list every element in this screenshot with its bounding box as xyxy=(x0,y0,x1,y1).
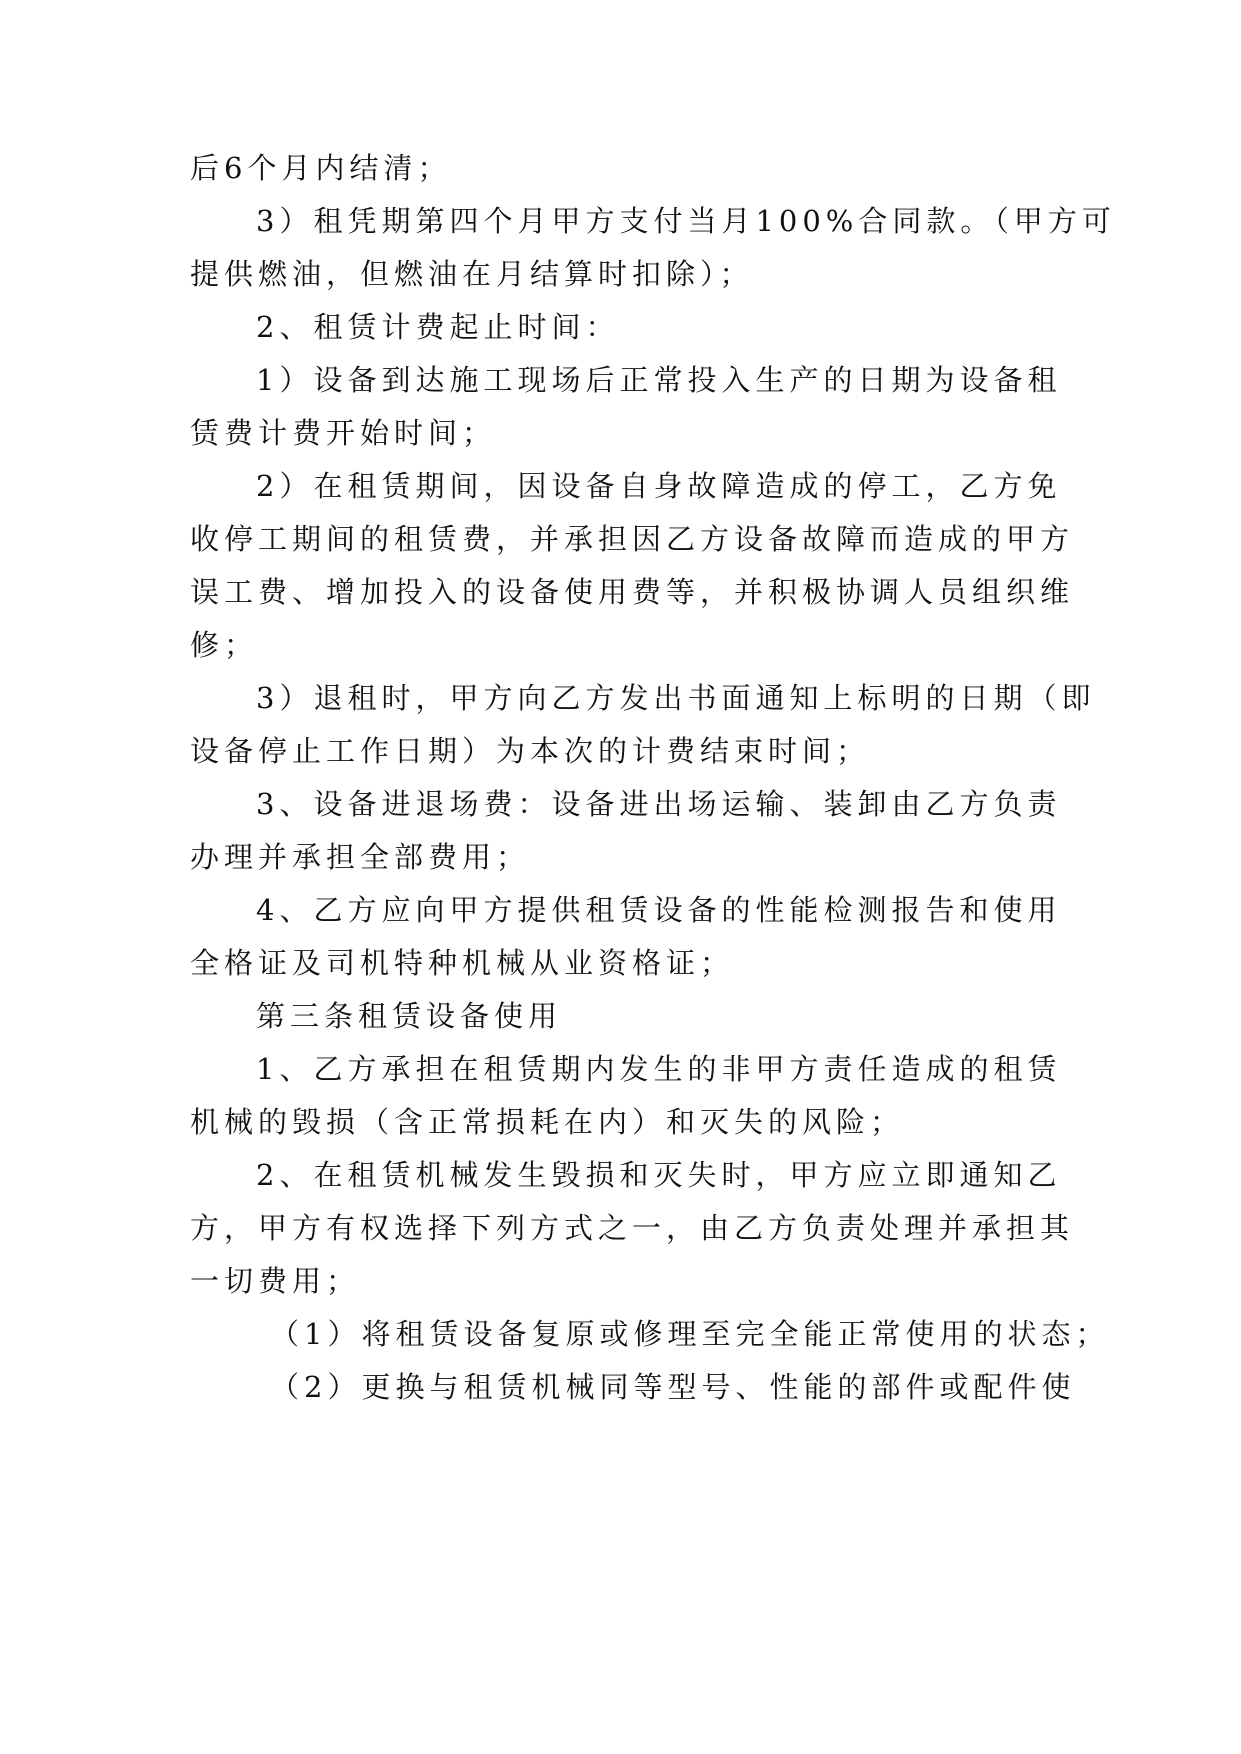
text-line: 1）设备到达施工现场后正常投入生产的日期为设备租 xyxy=(256,363,1062,397)
text-line: 提供燃油，但燃油在月结算时扣除）； xyxy=(190,257,754,291)
text-line: 3、设备进退场费：设备进出场运输、装卸由乙方负责 xyxy=(256,787,1062,821)
text-line: 2、租赁计费起止时间： xyxy=(256,310,620,344)
section-heading: 第三条租赁设备使用 xyxy=(256,999,563,1033)
text-line: 收停工期间的租赁费，并承担因乙方设备故障而造成的甲方 xyxy=(190,522,1075,556)
text-line: 修； xyxy=(190,628,259,662)
text-line: 设备停止工作日期）为本次的计费结束时间； xyxy=(190,734,871,768)
text-line: 一切费用； xyxy=(190,1264,361,1298)
text-line: 办理并承担全部费用； xyxy=(190,840,531,874)
text-line: 全格证及司机特种机械从业资格证； xyxy=(190,946,735,980)
text-line: 机械的毁损（含正常损耗在内）和灭失的风险； xyxy=(190,1105,905,1139)
text-line: 3）退租时，甲方向乙方发出书面通知上标明的日期（即 xyxy=(256,681,1096,715)
text-line: 后6个月内结清； xyxy=(190,151,452,185)
text-line: 赁费计费开始时间； xyxy=(190,416,497,450)
text-line: 2、在租赁机械发生毁损和灭失时，甲方应立即通知乙 xyxy=(256,1158,1062,1192)
text-line: 误工费、增加投入的设备使用费等，并积极协调人员组织维 xyxy=(190,575,1075,609)
text-line: （1）将租赁设备复原或修理至完全能正常使用的状态； xyxy=(270,1317,1110,1351)
text-line: 1、乙方承担在租赁期内发生的非甲方责任造成的租赁 xyxy=(256,1052,1062,1086)
text-line: 方，甲方有权选择下列方式之一，由乙方负责处理并承担其 xyxy=(190,1211,1075,1245)
text-line: （2）更换与租赁机械同等型号、性能的部件或配件使 xyxy=(270,1370,1076,1404)
text-line: 4、乙方应向甲方提供租赁设备的性能检测报告和使用 xyxy=(256,893,1062,927)
text-line: 2）在租赁期间，因设备自身故障造成的停工，乙方免 xyxy=(256,469,1062,503)
text-line: 3）租凭期第四个月甲方支付当月100%合同款。（甲方可 xyxy=(256,204,1116,238)
